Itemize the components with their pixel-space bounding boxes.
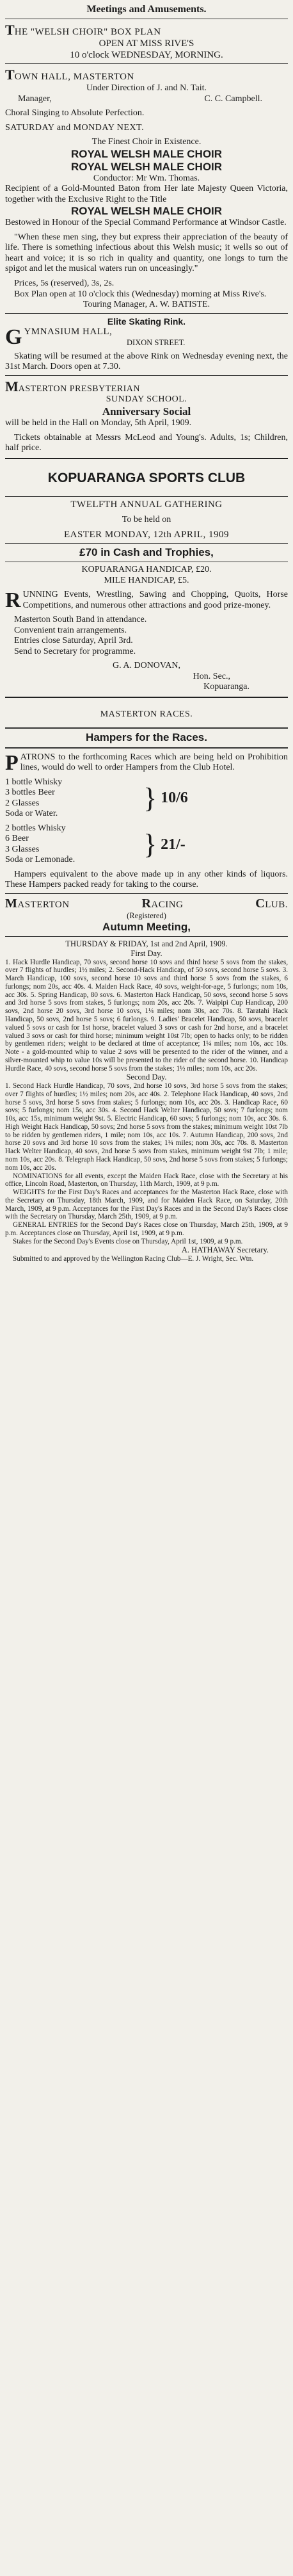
welsh-time: 10 o'clock WEDNESDAY, MORNING. (70, 49, 223, 60)
finest-line: The Finest Choir in Existence. (91, 137, 202, 147)
divider (5, 63, 288, 64)
second-day-programme: 1. Second Hack Hurdle Handicap, 70 sovs, 2nd horse 10 sovs, 3rd horse 5 sovs from the stakes; over 7 flights of hurdles; 1½ miles; nom 20s, acc 40s. 2. Telephone Hack Handicap, 40 sovs, 2nd horse 5 sovs, 3rd horse 5 sovs from stakes; 5 furlongs; nom 10s, acc 20s. 3. Handicap Race, 60 sovs; 5 furlongs; nom 15s, acc 30s. 4. Second Hack Welter Handicap, 50 sovs; 7 furlongs; nom 10s, acc 15s, minimum weight 9st. 5. Electric Handicap, 60 sovs; 5 furlongs; nom 10s, acc 30s. 6. High Weight Hack Handicap, 50 sovs; 2nd horse 5 sovs from the stakes; minimum weight 10st 7lb to be ridden by gentlemen riders, 1 mile; nom 10s, acc 10s. 7. Autumn Handicap, 200 sovs, 2nd horse 20 sovs and 3rd horse 10 sovs from the stakes; 1¼ miles; nom 30s, acc 70s. 8. Masterton Hack Welter Handicap, 40 sovs, 2nd horse 5 sovs from stakes, minimum weight 9st 7lb; 1 mile; nom 10s, acc 20s. 8. Telegraph Hack Handicap, 50 sovs, 2nd horse 5 sovs from stakes; 5 furlongs; nom 10s, acc 20s. (5, 1082, 288, 1172)
welsh-open: OPEN AT MISS RIVE'S (99, 38, 194, 49)
hamper-option-2 (5, 823, 288, 866)
first-day-programme: 1. Hack Hurdle Handicap, 70 sovs, second horse 10 sovs and third horse 5 sovs from the stakes, over 7 flights of hurdles; 1½ miles; 2. Second-Hack Handicap, of 50 sovs, second horse 5 sovs. 3. March Handicap, 100 sovs, second horse 10 sovs and third horse 5 sovs from the stakes, 6 furlongs; nom 20s, acc 40s. 4. Maiden Hack Race, 40 sovs, weight-for-age, 5 furlongs; nom 10s, acc 30s. 5. Spring Handicap, 80 sovs. 6. Masterton Hack Handicap, 50 sovs, second horse 5 sovs and 3rd horse 5 sovs from stakes, 5 furlongs; nom 20s, acc 20s. 7. Waipipi Cup Handicap, 200 sovs, 2nd horse 20 sovs, 3rd horse 10 sovs, 1¼ miles; nom 30s, acc 70s. 8. Taratahi Hack Handicap, 50 sovs, 2nd horse 5 sovs; 6 furlongs. 9. Ladies' Bracelet Handicap, 50 sovs, bracelet valued 5 sovs or cash for 1st horse, bracelet valued 3 sovs or cash for 2nd horse, and a bracelet valued 3 sovs or cash for third horse; minimum weight 10st 7lb; open to hacks only; to be ridden by gentlemen riders; weight to be declared at time of acceptance; 1¼ miles; nom 10s, acc 10s. Note - a gold-mounted whip to value 2 sovs will be presented to the rider of the winner, and a silver-mounted whip to value 10s will be presented to the rider of the second horse. 10. Handicap Hurdle Race, 40 sovs, second horse 5 sovs from the stakes; 1½ miles; nom 10s, acc 20s. (5, 958, 288, 1073)
divider (5, 458, 288, 459)
weights-text: WEIGHTS for the First Day's Races and acceptances for the Masterton Hack Race, close with the Secretary on Thursday, 18th March, 1909, and for Maiden Hack Race, on Saturday, 20th March, 1909, at 9 p.m. Acceptances for the First Day's Races and in the Second Day's Races close with the Secretary on Thursday, March 25th, 1909, at 9 p.m. (5, 1188, 288, 1221)
drop-letter: T (5, 21, 15, 38)
racing-club-advert (5, 896, 288, 1263)
section-header: Meetings and Amusements. (86, 4, 207, 15)
drop-letter: G (5, 325, 22, 350)
divider (5, 697, 288, 698)
hamper-price-1: 10/6 (161, 790, 188, 807)
hamper-item: 2 bottles Whisky (5, 823, 66, 833)
press-quote: "When these men sing, they but express their appreciation of the beauty of life. There is something infectious about this Welsh music; it wells so out of heart and voice; it is so rich in quality and quantity, one longs to turn the spigot and let the musical waters run on unceasingly." (5, 232, 288, 274)
prices-line: Prices, 5s (reserved), 3s, 2s. (14, 279, 115, 288)
divider (5, 893, 288, 894)
presby-title: ASTERTON PRESBYTERIAN (18, 384, 141, 394)
conductor-line: Conductor: Mr Wm. Thomas. (93, 173, 200, 183)
twelfth-line: TWELFTH ANNUAL GATHERING (70, 499, 223, 510)
tobe-line: To be held on (122, 515, 171, 525)
hamper-item: 3 bottles Beer (5, 788, 55, 798)
secretary-title: Hon. Sec., (193, 671, 230, 681)
divider (5, 313, 288, 314)
divider (5, 496, 288, 497)
hampers-title: Hampers for the Races. (5, 727, 288, 748)
races-title: MASTERTON RACES. (100, 709, 193, 719)
gym-title: YMNASIUM HALL, (24, 327, 113, 337)
drop-letter: T (5, 67, 15, 83)
hamper-item: 1 bottle Whisky (5, 777, 63, 787)
secretary-place: Kopuaranga. (203, 682, 249, 692)
hamper-option-1 (5, 777, 288, 820)
drop-letter: R (5, 588, 21, 613)
band-line: Masterton South Band in attendance. (14, 615, 147, 625)
kopuaranga-handicap: KOPUARANGA HANDICAP, £20. (81, 565, 212, 575)
choral-line: Choral Singing to Absolute Perfection. (5, 108, 145, 118)
welsh-notice (5, 22, 288, 61)
skating-body: Skating will be resumed at the above Rink on Wednesday evening next, the 31st March. Doors open at 7.30. (5, 351, 288, 372)
entries-line: Entries close Saturday, April 3rd. (14, 636, 133, 646)
gym-street: DIXON STREET. (127, 337, 186, 347)
welsh-headline: HE "WELSH CHOIR" BOX PLAN (14, 26, 161, 37)
hampers-equiv: Hampers equivalent to the above made up in any other kinds of liquors. These Hampers packed ready for taking to the course. (5, 869, 288, 890)
hamper-item: Soda or Water. (5, 809, 58, 819)
hamper-item: 2 Glasses (5, 798, 40, 808)
divider (5, 936, 288, 937)
train-line: Convenient train arrangements. (14, 625, 127, 635)
autumn-meeting: Autumn Meeting, (102, 921, 191, 934)
choir-name-3: ROYAL WELSH MALE CHOIR (70, 205, 223, 218)
sports-date: EASTER MONDAY, 12th APRIL, 1909 (63, 529, 230, 540)
bestowed-text: Bestowed in Honour of the Special Command Performance at Windsor Castle. (5, 218, 287, 228)
hamper-item: Soda or Lemonade. (5, 855, 75, 865)
racing-club-title: MASTERTON RACING CLUB. (5, 896, 288, 911)
page (0, 0, 293, 1263)
anniversary-title: Anniversary Social (102, 405, 191, 417)
hamper-item: 3 Glasses (5, 844, 40, 854)
presbyterian-advert (5, 378, 288, 454)
approval-line: Submitted to and approved by the Wellington Racing Club—E. J. Wright, Sec. Wtn. (13, 1255, 254, 1263)
stakes-text: Stakes for the Second Day's Events close on Thursday, April 1st, 1909, at 9 p.m. (13, 1237, 243, 1245)
presby-tickets: Tickets obtainable at Messrs McLeod and Young's. Adults, 1s; Children, half price. (5, 432, 288, 453)
hamper-price-2: 21/- (161, 836, 186, 853)
drop-letter: P (5, 750, 19, 775)
choir-name-2: ROYAL WELSH MALE CHOIR (70, 160, 223, 173)
presby-body: will be held in the Hall on Monday, 5th April, 1909. (5, 418, 192, 428)
townhall-manager: Manager, C. C. Campbell. (18, 93, 262, 104)
meeting-dates: THURSDAY & FRIDAY, 1st and 2nd April, 1909. (65, 939, 228, 949)
skating-advert (5, 316, 288, 373)
first-day-heading: First Day. (131, 948, 162, 958)
townhall-advert (5, 67, 288, 310)
hampers-advert (5, 709, 288, 891)
club-secretary: A. HATHAWAY Secretary. (181, 1245, 269, 1255)
touring-manager: Touring Manager, A. W. BATISTE. (83, 300, 210, 310)
townhall-title: OWN HALL, MASTERTON (14, 72, 134, 83)
second-day-heading: Second Day. (126, 1073, 167, 1082)
brace-glyph: } (143, 782, 157, 814)
secretary-name: G. A. DONOVAN, (113, 661, 180, 671)
skating-title: Elite Skating Rink. (107, 316, 186, 327)
recipient-text: Recipient of a Gold-Mounted Baton from Her late Majesty Queen Victoria, together with the Exclusive Right to the Title (5, 184, 288, 204)
kopuaranga-title: KOPUARANGA SPORTS CLUB (47, 470, 246, 485)
divider (5, 375, 288, 376)
send-line: Send to Secretary for programme. (14, 646, 136, 656)
presby-school: SUNDAY SCHOOL. (106, 394, 187, 405)
mile-handicap: MILE HANDICAP, £5. (104, 575, 189, 585)
nights-line: SATURDAY and MONDAY NEXT. (5, 122, 145, 133)
kopuaranga-advert (5, 471, 288, 693)
prize-line: £70 in Cash and Trophies, (79, 546, 214, 559)
patrons-text: ATRONS to the forthcoming Races which are being held on Prohibition lines, would do well to order Hampers from the Club Hotel. (20, 752, 288, 773)
general-entries-text: GENERAL ENTRIES for the Second Day's Races close on Thursday, March 25th, 1909, at 9 p.m. Acceptances close on Thursday, April 1st, 1909, at 9 p.m. (5, 1221, 288, 1237)
events-text: UNNING Events, Wrestling, Sawing and Chopping, Quoits, Horse Competitions, and numerous other attractions and good prize-money. (22, 590, 288, 610)
hamper-item: 6 Beer (5, 834, 29, 844)
divider (5, 543, 288, 544)
townhall-direction: Under Direction of J. and N. Tait. (86, 83, 207, 93)
boxplan-line: Box Plan open at 10 o'clock this (Wednesday) morning at Miss Rive's. (14, 289, 267, 299)
registered-line: (Registered) (127, 911, 166, 921)
choir-name-1: ROYAL WELSH MALE CHOIR (70, 147, 223, 160)
brace-glyph: } (143, 828, 157, 860)
drop-letter: M (5, 378, 19, 394)
nominations-text: NOMINATIONS for all events, except the Maiden Hack Race, close with the Secretary at his office, Lincoln Road, Masterton, on Thursday, 11th March, 1909, at 9 p.m. (5, 1172, 288, 1188)
